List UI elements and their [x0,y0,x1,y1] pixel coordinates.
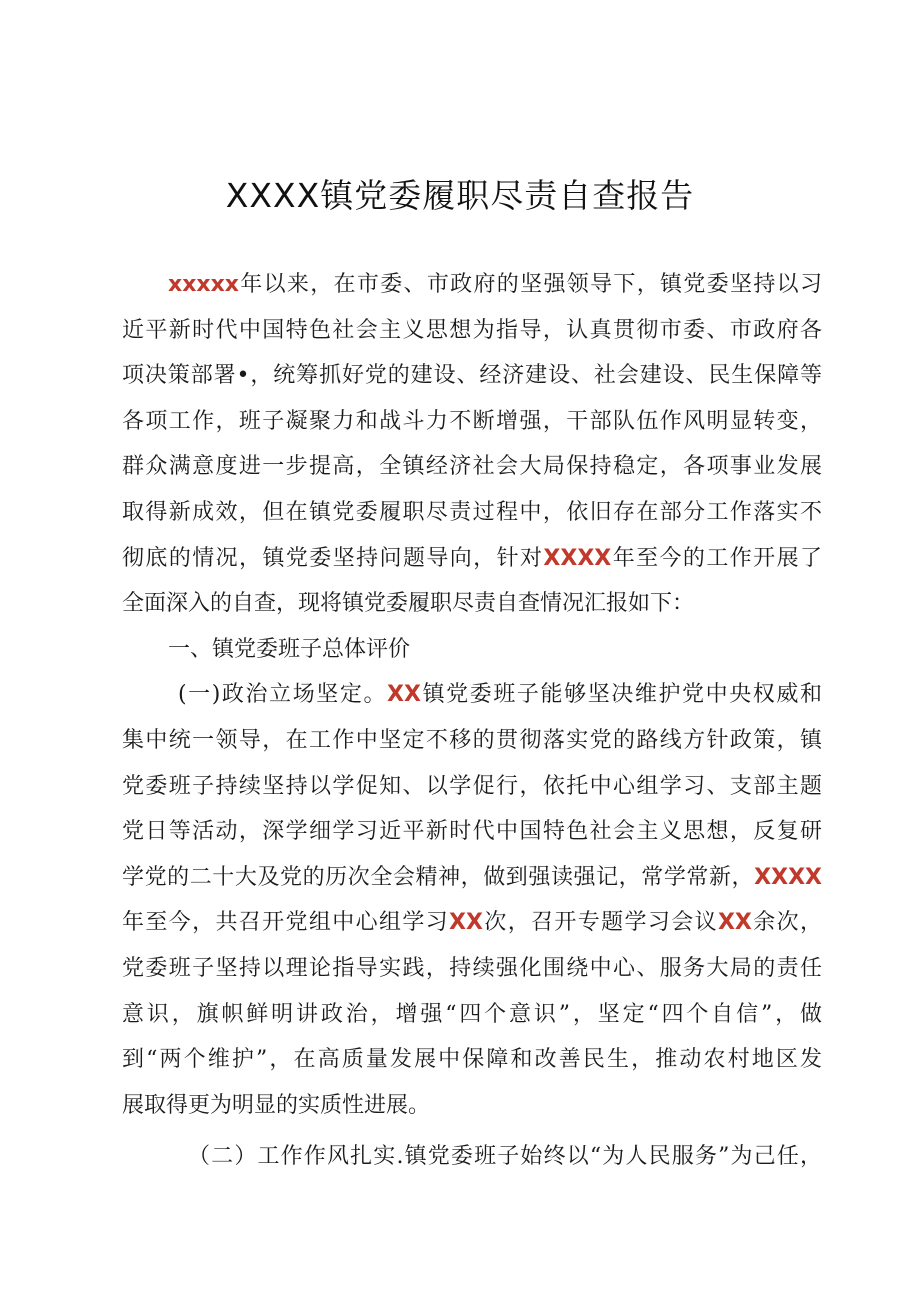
intro-line-4: 各项工作，班子凝聚力和战斗力不断增强，干部队伍作风明显转变， [122,408,822,434]
intro-line-7: 彻底的情况，镇党委坚持问题导向，针对XXXX年至今的工作开展了 [122,545,822,571]
intro-line-6: 取得新成效，但在镇党委履职尽责过程中，依旧存在部分工作落实不 [122,499,822,525]
para2-line-1: （二）工作作风扎实.镇党委班子始终以“为人民服务”为己任， [188,1144,822,1170]
intro-line-1: xxxxx年以来，在市委、市政府的坚强领导下，镇党委坚持以习 [168,272,822,297]
highlight-xx: XX [449,910,483,936]
intro-line-5: 群众满意度进一步提高，全镇经济社会大局保持稳定，各项事业发展 [122,454,822,480]
highlight-xx: XX [387,682,421,708]
section-heading: 一、镇党委班子总体评价 [168,636,411,662]
highlight-xx: XX [717,910,752,936]
page-title: XXXX镇党委履职尽责自查报告 [225,176,695,215]
para1-line-1: (一)政治立场坚定。XX镇党委班子能够坚决维护党中央权威和 [178,682,822,708]
intro-line-3: 项决策部署•，统筹抓好党的建设、经济建设、社会建设、民生保障等 [122,363,822,389]
para1-line-2: 集中统一领导，在工作中坚定不移的贯彻落实党的路线方针政策，镇 [122,727,822,753]
document-body [122,262,822,1180]
para1-line-8: 意识，旗帜鲜明讲政治，增强“四个意识”，坚定“四个自信”，做 [122,1001,822,1027]
highlight-year: XXXX [543,545,612,571]
para1-line-3: 党委班子持续坚持以学促知、以学促行，依托中心组学习、支部主题 [122,773,822,799]
intro-line-2: 近平新时代中国特色社会主义思想为指导，认真贯彻市委、市政府各 [122,317,822,343]
para1-line-9: 到“两个维护”，在高质量发展中保障和改善民生，推动农村地区发 [122,1047,822,1073]
para1-line-6: 年至今，共召开党组中心组学习XX次，召开专题学习会议XX余次， [122,910,822,936]
para1-line-10: 展取得更为明显的实质性进展。 [122,1092,431,1118]
para1-line-4: 党日等活动，深学细学习近平新时代中国特色社会主义思想，反复研 [122,819,822,845]
intro-line-8: 全面深入的自查，现将镇党委履职尽责自查情况汇报如下： [122,591,695,617]
para1-line-5: 学党的二十大及党的历次全会精神，做到强读强记，常学常新，XXXX [122,864,822,890]
highlight-year: XXXX [754,864,822,890]
highlight-year: xxxxx [168,272,239,297]
para1-line-7: 党委班子坚持以理论指导实践，持续强化围绕中心、服务大局的责任 [122,955,822,981]
